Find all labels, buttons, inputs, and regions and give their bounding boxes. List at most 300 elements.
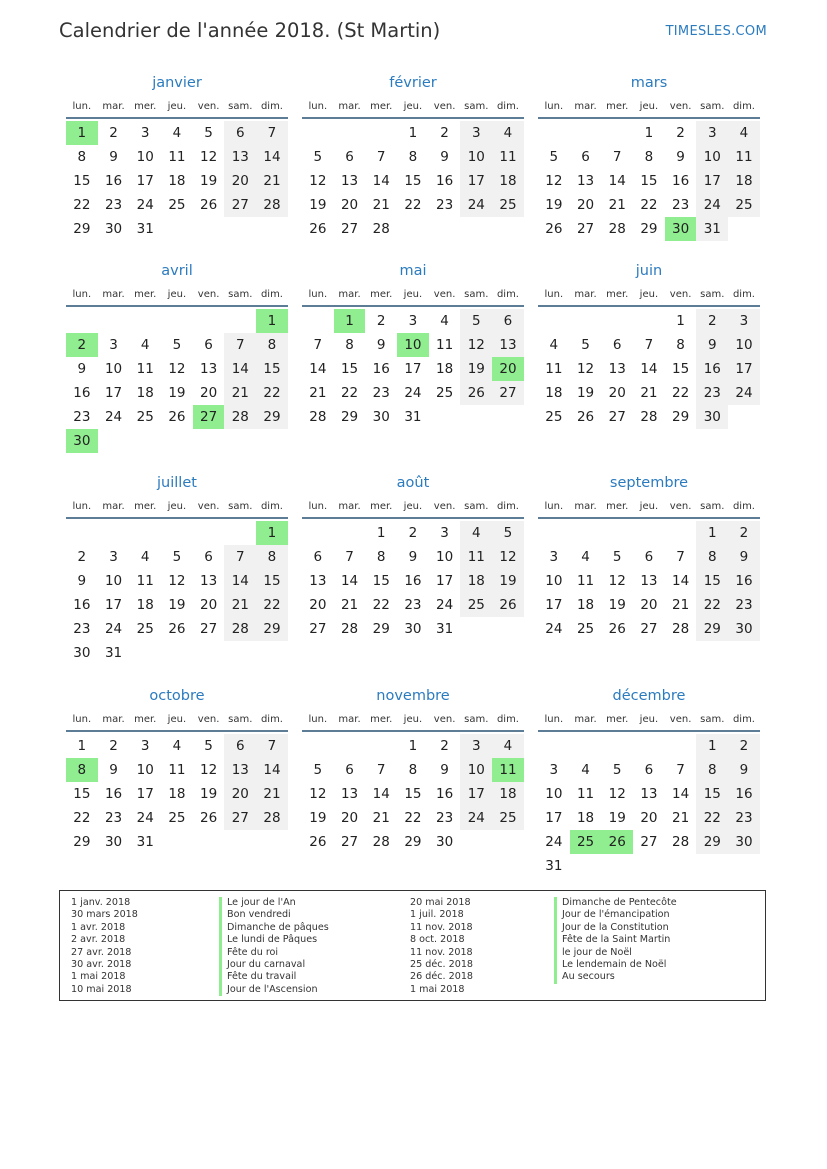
day-cell: 8 [696, 758, 728, 782]
day-cell: 16 [372, 361, 390, 377]
holiday-day-cell: 8 [66, 758, 98, 782]
day-cell: 6 [644, 549, 654, 565]
month-name: juin [635, 263, 663, 279]
day-cell: 24 [104, 621, 123, 637]
day-cell: 28 [340, 621, 359, 637]
day-cell: 23 [404, 597, 422, 613]
day-cell: 26 [309, 834, 327, 850]
day-cell: 10 [545, 573, 563, 589]
holiday-entry: Fête du travail [219, 971, 329, 983]
day-cell: 5 [460, 309, 492, 333]
day-cell: 21 [672, 597, 690, 613]
weekday-label: mar. [338, 713, 361, 725]
day-cell: 13 [576, 173, 595, 189]
day-cell: 16 [728, 569, 760, 593]
day-cell: 24 [460, 806, 492, 830]
month-name: février [389, 75, 437, 91]
weekday-label: jeu. [167, 713, 187, 725]
day-cell: 19 [200, 173, 218, 189]
day-grid [538, 521, 760, 641]
day-cell: 27 [576, 221, 595, 237]
day-cell: 11 [136, 361, 154, 377]
holiday-entry: 2 avr. 2018 [71, 934, 126, 946]
holiday-entry: 1 mai 2018 [410, 983, 465, 995]
day-cell: 31 [545, 858, 563, 874]
empty-cell [302, 521, 334, 545]
weekday-label: mer. [370, 100, 393, 112]
weekday-label: dim. [496, 100, 519, 112]
day-cell: 31 [404, 409, 422, 425]
day-cell: 21 [672, 810, 690, 826]
empty-cell [633, 734, 665, 758]
day-cell: 28 [608, 221, 626, 237]
day-cell: 6 [581, 149, 590, 165]
empty-cell [570, 521, 602, 545]
weekday-label: mer. [134, 100, 157, 112]
day-cell: 17 [460, 169, 492, 193]
holiday-entry: 1 juil. 2018 [410, 909, 464, 921]
weekday-header [302, 283, 524, 307]
day-cell: 14 [608, 173, 626, 189]
day-cell: 28 [224, 617, 256, 641]
day-cell: 21 [372, 197, 390, 213]
day-cell: 28 [372, 834, 390, 850]
holiday-day-cell: 27 [193, 405, 225, 429]
day-cell: 5 [612, 549, 622, 565]
empty-cell [570, 309, 602, 333]
day-cell: 20 [576, 197, 595, 213]
day-cell: 17 [696, 169, 728, 193]
day-cell: 21 [309, 385, 327, 401]
weekday-label: mer. [370, 713, 393, 725]
day-cell: 14 [256, 145, 288, 169]
day-cell: 16 [436, 173, 454, 189]
day-cell: 27 [224, 193, 256, 217]
empty-cell [365, 734, 397, 758]
holiday-dates-right [410, 897, 473, 996]
day-cell: 7 [676, 549, 685, 565]
day-cell: 8 [408, 149, 418, 165]
holiday-list [59, 890, 766, 1001]
day-cell: 12 [168, 573, 186, 589]
holiday-day-cell: 26 [601, 830, 633, 854]
weekday-label: sam. [228, 288, 253, 300]
day-cell: 11 [168, 762, 186, 778]
day-cell: 31 [136, 834, 154, 850]
day-cell: 16 [728, 782, 760, 806]
weekday-label: lun. [72, 100, 92, 112]
day-cell: 15 [672, 361, 690, 377]
empty-cell [665, 734, 697, 758]
weekday-label: jeu. [639, 288, 659, 300]
day-cell: 10 [460, 145, 492, 169]
day-cell: 11 [576, 573, 595, 589]
day-cell: 17 [104, 597, 123, 613]
day-cell: 5 [492, 521, 524, 545]
empty-cell [538, 309, 570, 333]
holiday-entry: 10 mai 2018 [71, 983, 132, 995]
day-cell: 9 [676, 149, 685, 165]
day-cell: 6 [492, 309, 524, 333]
day-cell: 18 [492, 782, 524, 806]
weekday-label: lun. [544, 713, 564, 725]
day-cell: 22 [73, 810, 91, 826]
day-cell: 29 [340, 409, 359, 425]
day-cell: 14 [224, 569, 256, 593]
day-cell: 4 [581, 549, 590, 565]
day-cell: 8 [256, 545, 288, 569]
weekday-label: ven. [669, 500, 692, 512]
holiday-day-cell: 1 [256, 309, 288, 333]
empty-cell [601, 121, 633, 145]
day-cell: 18 [168, 786, 186, 802]
day-cell: 29 [640, 221, 658, 237]
month-name: août [396, 475, 430, 491]
day-cell: 19 [608, 810, 626, 826]
day-cell: 7 [676, 762, 685, 778]
day-cell: 18 [436, 361, 454, 377]
empty-cell [224, 521, 256, 545]
day-cell: 28 [372, 221, 390, 237]
day-cell: 14 [256, 758, 288, 782]
day-cell: 22 [404, 810, 422, 826]
day-grid [302, 121, 524, 241]
day-cell: 11 [436, 337, 454, 353]
day-cell: 25 [728, 193, 760, 217]
weekday-label: jeu. [639, 713, 659, 725]
day-cell: 1 [696, 521, 728, 545]
day-cell: 29 [696, 830, 728, 854]
brand-link[interactable]: TIMESLES.COM [665, 24, 767, 39]
day-cell: 25 [576, 621, 595, 637]
weekday-label: sam. [700, 500, 725, 512]
weekday-header [66, 283, 288, 307]
day-cell: 25 [492, 806, 524, 830]
day-cell: 1 [676, 313, 685, 329]
weekday-header [538, 708, 760, 732]
weekday-label: ven. [197, 713, 220, 725]
weekday-label: mar. [102, 500, 125, 512]
weekday-label: lun. [72, 500, 92, 512]
holiday-names-right [554, 897, 677, 984]
month-2 [538, 71, 760, 241]
weekday-label: lun. [544, 100, 564, 112]
day-cell: 20 [340, 810, 359, 826]
day-cell: 16 [436, 786, 454, 802]
day-cell: 31 [104, 645, 123, 661]
holiday-day-cell: 1 [334, 309, 366, 333]
day-cell: 5 [581, 337, 590, 353]
weekday-label: mer. [606, 713, 629, 725]
page-title: Calendrier de l'année 2018. (St Martin) [59, 19, 441, 42]
day-cell: 19 [576, 385, 595, 401]
month-9 [66, 684, 288, 854]
weekday-header [302, 708, 524, 732]
weekday-label: ven. [669, 713, 692, 725]
day-cell: 12 [168, 361, 186, 377]
day-cell: 7 [224, 545, 256, 569]
day-cell: 20 [200, 385, 218, 401]
day-cell: 17 [545, 597, 563, 613]
empty-cell [66, 521, 98, 545]
day-cell: 3 [728, 309, 760, 333]
empty-cell [601, 309, 633, 333]
day-cell: 23 [696, 381, 728, 405]
day-cell: 23 [672, 197, 690, 213]
day-cell: 27 [640, 621, 658, 637]
day-cell: 2 [109, 125, 118, 141]
day-cell: 22 [73, 197, 91, 213]
day-cell: 18 [492, 169, 524, 193]
day-cell: 22 [340, 385, 359, 401]
holiday-entry: 27 avr. 2018 [71, 946, 132, 958]
weekday-label: mer. [134, 288, 157, 300]
day-cell: 9 [109, 149, 118, 165]
day-cell: 20 [640, 810, 658, 826]
day-cell: 6 [224, 121, 256, 145]
weekday-header [538, 95, 760, 119]
day-cell: 30 [696, 405, 728, 429]
weekday-label: mar. [338, 288, 361, 300]
day-cell: 8 [345, 337, 354, 353]
day-cell: 24 [728, 381, 760, 405]
weekday-label: ven. [197, 288, 220, 300]
weekday-label: dim. [260, 500, 283, 512]
day-cell: 5 [172, 337, 182, 353]
weekday-label: sam. [228, 100, 253, 112]
day-cell: 3 [440, 525, 449, 541]
day-cell: 26 [492, 593, 524, 617]
day-cell: 6 [345, 762, 354, 778]
day-cell: 5 [313, 149, 323, 165]
empty-cell [302, 121, 334, 145]
weekday-label: lun. [72, 713, 92, 725]
weekday-label: sam. [228, 500, 253, 512]
weekday-label: sam. [700, 288, 725, 300]
day-cell: 9 [728, 758, 760, 782]
month-1 [302, 71, 524, 241]
day-cell: 14 [224, 357, 256, 381]
day-cell: 3 [109, 337, 118, 353]
empty-cell [334, 121, 366, 145]
holiday-entry: Jour de la Constitution [554, 922, 677, 934]
empty-cell [601, 734, 633, 758]
day-cell: 19 [309, 197, 327, 213]
day-cell: 4 [140, 549, 150, 565]
weekday-label: jeu. [639, 500, 659, 512]
day-cell: 4 [172, 738, 182, 754]
day-cell: 10 [545, 786, 563, 802]
day-grid [302, 309, 524, 429]
day-cell: 11 [576, 786, 595, 802]
weekday-label: ven. [197, 100, 220, 112]
weekday-label: mar. [102, 288, 125, 300]
day-cell: 13 [340, 786, 359, 802]
day-cell: 11 [492, 145, 524, 169]
day-cell: 20 [340, 197, 359, 213]
day-cell: 5 [172, 549, 182, 565]
day-cell: 26 [200, 197, 218, 213]
day-cell: 15 [640, 173, 658, 189]
day-cell: 19 [545, 197, 563, 213]
day-cell: 3 [460, 734, 492, 758]
day-cell: 26 [309, 221, 327, 237]
holiday-entry: Jour de l'émancipation [554, 909, 677, 921]
day-cell: 24 [436, 597, 454, 613]
day-cell: 2 [728, 734, 760, 758]
weekday-label: mar. [338, 500, 361, 512]
day-cell: 15 [696, 569, 728, 593]
holiday-entry: Fête du roi [219, 947, 329, 959]
weekday-label: jeu. [403, 100, 423, 112]
empty-cell [161, 521, 193, 545]
day-cell: 1 [644, 125, 654, 141]
weekday-label: lun. [544, 500, 564, 512]
holiday-entry: 26 déc. 2018 [410, 971, 474, 983]
day-cell: 31 [136, 221, 154, 237]
month-5 [538, 259, 760, 429]
day-cell: 10 [104, 361, 123, 377]
weekday-label: mer. [370, 288, 393, 300]
day-cell: 19 [200, 786, 218, 802]
holiday-day-cell: 1 [256, 521, 288, 545]
weekday-label: ven. [669, 100, 692, 112]
weekday-label: dim. [496, 713, 519, 725]
holiday-entry: 30 mars 2018 [71, 909, 138, 921]
day-cell: 8 [408, 762, 418, 778]
day-cell: 18 [136, 597, 154, 613]
day-cell: 19 [608, 597, 626, 613]
weekday-label: mar. [102, 713, 125, 725]
day-cell: 5 [612, 762, 622, 778]
day-cell: 6 [313, 549, 323, 565]
day-cell: 1 [77, 738, 87, 754]
day-cell: 25 [136, 409, 154, 425]
day-cell: 8 [644, 149, 654, 165]
day-cell: 12 [492, 545, 524, 569]
empty-cell [538, 521, 570, 545]
day-cell: 12 [200, 762, 218, 778]
weekday-label: jeu. [403, 288, 423, 300]
day-cell: 18 [545, 385, 563, 401]
day-cell: 4 [172, 125, 182, 141]
day-cell: 7 [644, 337, 654, 353]
day-cell: 28 [224, 405, 256, 429]
empty-cell [98, 521, 130, 545]
day-cell: 17 [436, 573, 454, 589]
day-cell: 23 [104, 197, 123, 213]
day-cell: 18 [136, 385, 154, 401]
day-cell: 25 [460, 593, 492, 617]
holiday-entry: 8 oct. 2018 [410, 934, 465, 946]
day-cell: 6 [612, 337, 622, 353]
day-cell: 19 [168, 385, 186, 401]
empty-cell [334, 734, 366, 758]
day-cell: 13 [309, 573, 327, 589]
empty-cell [365, 121, 397, 145]
holiday-entry: 25 déc. 2018 [410, 959, 474, 971]
day-cell: 21 [224, 381, 256, 405]
month-3 [66, 259, 288, 453]
weekday-label: ven. [433, 500, 456, 512]
holiday-entry: 11 nov. 2018 [410, 921, 473, 933]
day-cell: 4 [440, 313, 449, 329]
weekday-label: mer. [134, 500, 157, 512]
weekday-label: mar. [102, 100, 125, 112]
weekday-label: mer. [134, 713, 157, 725]
day-grid [302, 521, 524, 641]
month-name: septembre [609, 475, 689, 491]
day-cell: 14 [672, 786, 690, 802]
weekday-label: jeu. [167, 500, 187, 512]
day-cell: 23 [436, 197, 454, 213]
empty-cell [633, 521, 665, 545]
day-cell: 27 [492, 381, 524, 405]
empty-cell [193, 309, 225, 333]
month-name: avril [161, 263, 193, 279]
day-cell: 22 [256, 593, 288, 617]
weekday-label: mar. [574, 100, 597, 112]
holiday-entry: Dimanche de Pentecôte [554, 897, 677, 909]
day-cell: 17 [136, 173, 154, 189]
day-cell: 22 [404, 197, 422, 213]
day-cell: 26 [576, 409, 595, 425]
day-cell: 22 [372, 597, 390, 613]
day-cell: 28 [256, 806, 288, 830]
day-cell: 9 [440, 762, 449, 778]
day-cell: 19 [168, 597, 186, 613]
day-cell: 10 [728, 333, 760, 357]
weekday-header [66, 495, 288, 519]
day-cell: 21 [224, 593, 256, 617]
day-cell: 2 [676, 125, 685, 141]
day-cell: 4 [581, 762, 590, 778]
day-cell: 13 [200, 573, 218, 589]
day-cell: 9 [109, 762, 118, 778]
day-cell: 2 [728, 521, 760, 545]
day-cell: 26 [460, 381, 492, 405]
day-cell: 5 [204, 738, 213, 754]
month-name: janvier [152, 75, 202, 91]
empty-cell [98, 309, 130, 333]
weekday-label: dim. [732, 713, 755, 725]
day-cell: 30 [73, 645, 91, 661]
weekday-label: mer. [606, 100, 629, 112]
day-cell: 12 [460, 333, 492, 357]
weekday-label: mar. [574, 500, 597, 512]
day-cell: 2 [440, 125, 449, 141]
day-cell: 30 [104, 834, 123, 850]
day-cell: 29 [73, 834, 91, 850]
weekday-header [302, 95, 524, 119]
holiday-entry: le jour de Noël [554, 947, 677, 959]
day-cell: 28 [672, 621, 690, 637]
month-4 [302, 259, 524, 429]
holiday-day-cell: 11 [492, 758, 524, 782]
day-cell: 13 [200, 361, 218, 377]
day-cell: 12 [309, 173, 327, 189]
month-8 [538, 471, 760, 641]
day-cell: 30 [728, 617, 760, 641]
empty-cell [601, 521, 633, 545]
empty-cell [570, 121, 602, 145]
day-cell: 10 [696, 145, 728, 169]
day-cell: 14 [672, 573, 690, 589]
day-cell: 1 [696, 734, 728, 758]
day-cell: 28 [672, 834, 690, 850]
day-cell: 3 [549, 549, 559, 565]
day-cell: 24 [545, 834, 563, 850]
